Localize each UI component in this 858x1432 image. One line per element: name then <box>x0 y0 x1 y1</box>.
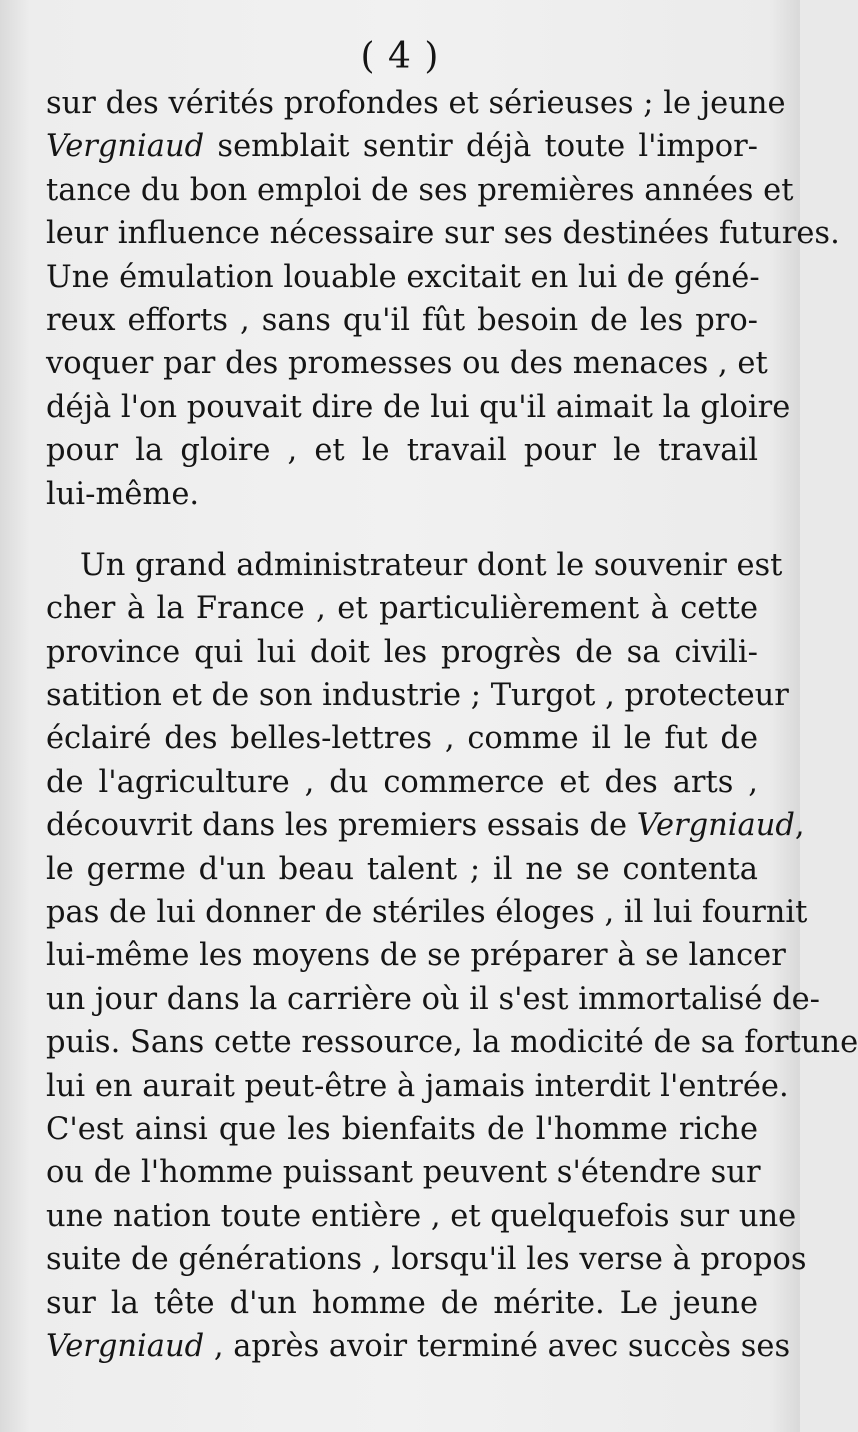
text-line: satition et de son industrie ; Turgot , protecteur <box>46 678 789 714</box>
text-line <box>46 125 758 168</box>
text-line: Un grand administrateur dont le souvenir est <box>80 547 783 583</box>
text-line: reux efforts , sans qu'il fût besoin de les pro- <box>46 302 758 338</box>
text-line: voquer par des promesses ou des menaces , et <box>46 346 768 382</box>
person-name: Vergniaud <box>46 129 205 165</box>
text-segment: , <box>794 808 805 844</box>
text-line: suite de générations , lorsqu'il les verse à propos <box>46 1242 807 1278</box>
person-name: Vergniaud <box>636 808 795 844</box>
text-line: Une émulation louable excitait en lui de géné- <box>46 259 760 295</box>
text-line: pas de lui donner de stériles éloges , il lui fournit <box>46 895 808 931</box>
text-line: de l'agriculture , du commerce et des arts , <box>46 764 758 800</box>
body-text <box>46 82 858 1368</box>
text-line: lui en aurait peut-être à jamais interdit l'entrée. <box>46 1068 789 1104</box>
text-line: C'est ainsi que les bienfaits de l'homme riche <box>46 1111 758 1147</box>
page-number: ( 4 ) <box>360 36 440 77</box>
text-line: une nation toute entière , et quelquefois sur une <box>46 1198 797 1234</box>
text-line: lui-même les moyens de se préparer à se lancer <box>46 938 786 974</box>
text-segment: semblait sentir déjà toute l'impor- <box>204 129 758 165</box>
person-name: Vergniaud <box>46 1328 205 1364</box>
text-line: tance du bon emploi de ses premières années et <box>46 172 794 208</box>
text-line: pour la gloire , et le travail pour le travail <box>46 433 758 469</box>
text-line: un jour dans la carrière où il s'est immortalisé de- <box>46 981 820 1017</box>
paragraph <box>46 544 858 1368</box>
text-line: cher à la France , et particulièrement à cette <box>46 591 758 627</box>
text-line: ou de l'homme puissant peuvent s'étendre sur <box>46 1155 761 1191</box>
text-line: déjà l'on pouvait dire de lui qu'il aimait la gloire <box>46 389 791 425</box>
text-segment: découvrit dans les premiers essais de <box>46 808 637 844</box>
text-segment: , après avoir terminé avec succès ses <box>204 1328 791 1364</box>
text-line: leur influence nécessaire sur ses destinées futures. <box>46 216 840 252</box>
text-line: éclairé des belles-lettres , comme il le fut de <box>46 721 758 757</box>
text-line: sur des vérités profondes et sérieuses ; le jeune <box>46 86 786 121</box>
paragraph-gap <box>46 516 758 544</box>
text-line <box>46 1325 791 1368</box>
text-line <box>46 804 805 847</box>
text-line: le germe d'un beau talent ; il ne se contenta <box>46 851 758 887</box>
text-line: sur la tête d'un homme de mérite. Le jeune <box>46 1285 758 1321</box>
paragraph <box>46 82 840 516</box>
text-line: puis. Sans cette ressource, la modicité de sa fortune <box>46 1025 858 1061</box>
text-line: lui-même. <box>46 476 200 512</box>
text-line: province qui lui doit les progrès de sa civili- <box>46 634 758 670</box>
